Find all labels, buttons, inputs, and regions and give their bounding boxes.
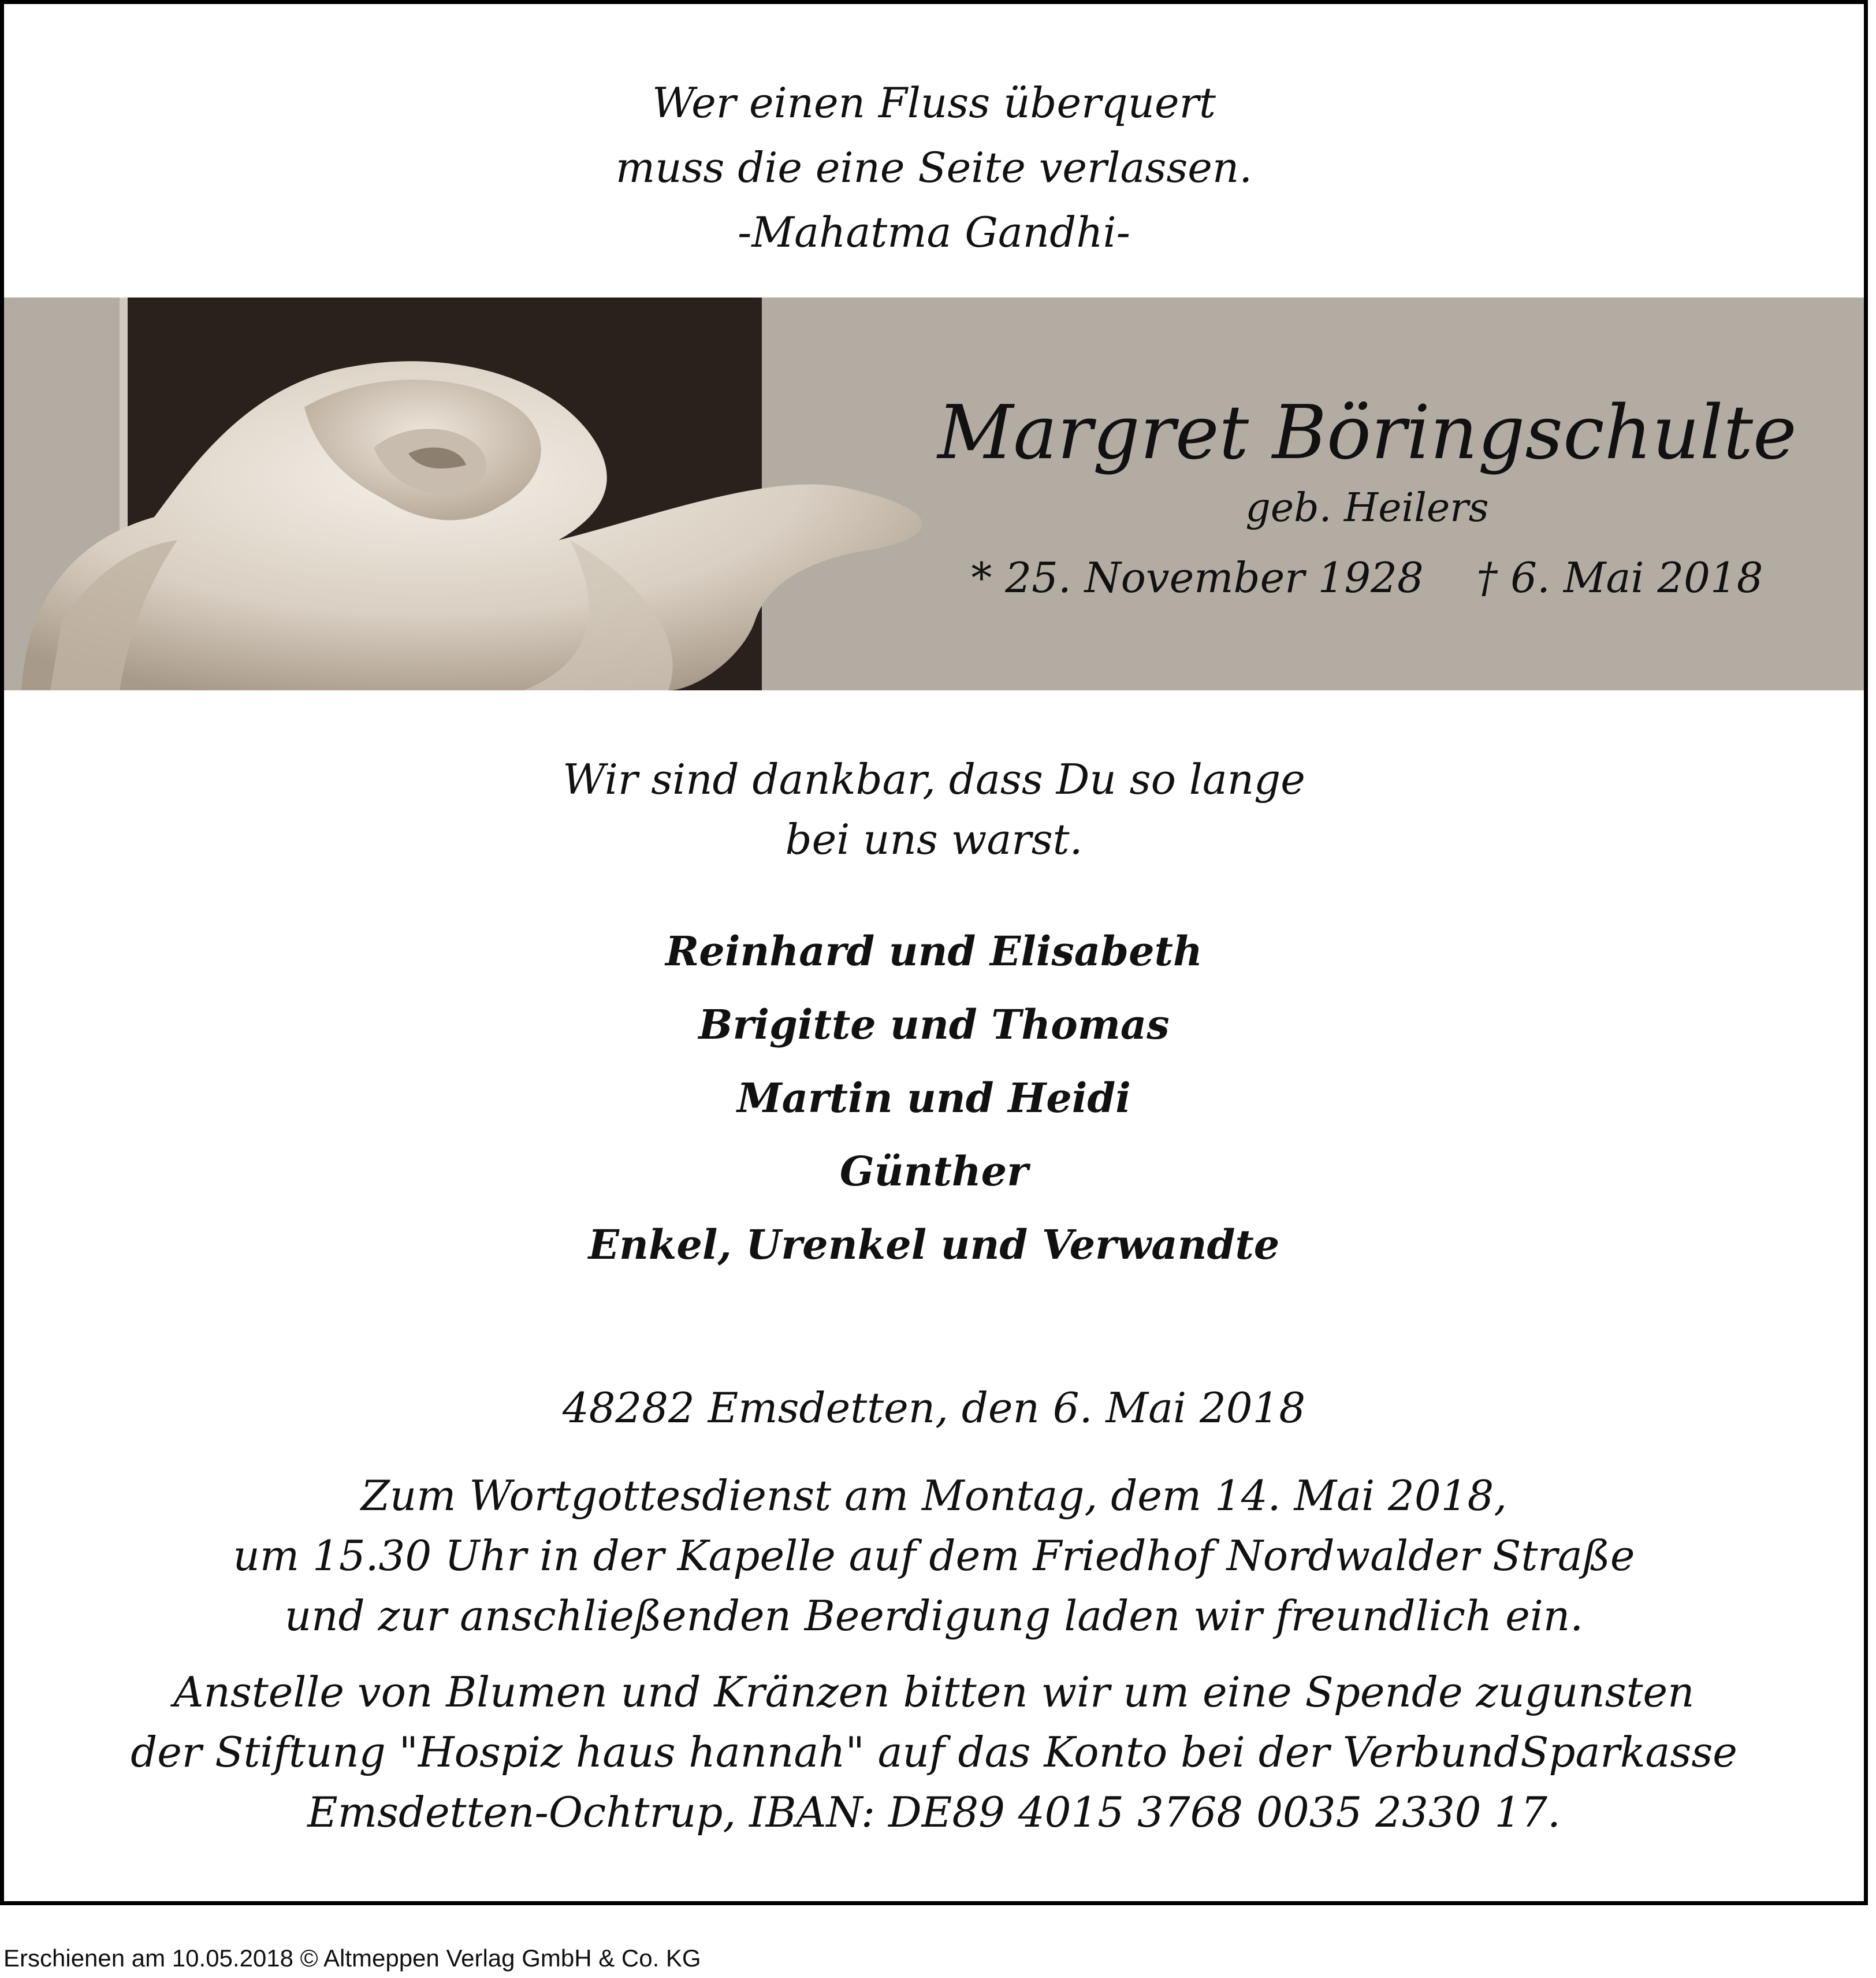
quote-line: Wer einen Fluss überquert: [652, 79, 1216, 127]
header-band: [4, 298, 1864, 690]
thanks-line: bei uns warst.: [785, 815, 1083, 864]
service-line: um 15.30 Uhr in der Kapelle auf dem Friedhof Nordwalder Straße: [233, 1531, 1635, 1580]
thanks-text: [4, 749, 1864, 869]
deceased-name: Margret Böringschulte: [937, 390, 1797, 476]
service-line: Zum Wortgottesdienst am Montag, dem 14. Mai 2018,: [360, 1471, 1508, 1520]
donation-info: [4, 1662, 1864, 1842]
thanks-line: Wir sind dankbar, dass Du so lange: [563, 755, 1305, 804]
family-member: Martin und Heidi: [737, 1074, 1131, 1122]
donation-line: der Stiftung "Hospiz haus hannah" auf das Konto bei der VerbundSparkasse: [131, 1728, 1737, 1776]
maiden-name: geb. Heilers: [1245, 485, 1489, 531]
family-list: [4, 923, 1864, 1289]
place-date: 48282 Emsdetten, den 6. Mai 2018: [562, 1384, 1306, 1432]
donation-line: Emsdetten-Ochtrup, IBAN: DE89 4015 3768 0035 2330 17.: [307, 1788, 1561, 1836]
opening-quote: [4, 70, 1864, 265]
life-dates: * 25. November 1928 † 6. Mai 2018: [971, 553, 1763, 602]
publication-footer: Erschienen am 10.05.2018 © Altmeppen Verlag GmbH & Co. KG: [3, 1944, 701, 1972]
family-member: Reinhard und Elisabeth: [665, 927, 1203, 975]
service-line: und zur anschließenden Beerdigung laden wir freundlich ein.: [284, 1592, 1584, 1640]
rose-photo: [4, 298, 1015, 690]
donation-line: Anstelle von Blumen und Kränzen bitten wir um eine Spende zugunsten: [173, 1668, 1695, 1716]
quote-line: muss die eine Seite verlassen.: [615, 143, 1253, 192]
quote-author: -Mahatma Gandhi-: [738, 208, 1130, 256]
service-info: [4, 1466, 1864, 1646]
family-member: Brigitte und Thomas: [698, 1001, 1170, 1049]
family-member: Enkel, Urenkel und Verwandte: [588, 1221, 1280, 1269]
family-member: Günther: [839, 1147, 1029, 1195]
